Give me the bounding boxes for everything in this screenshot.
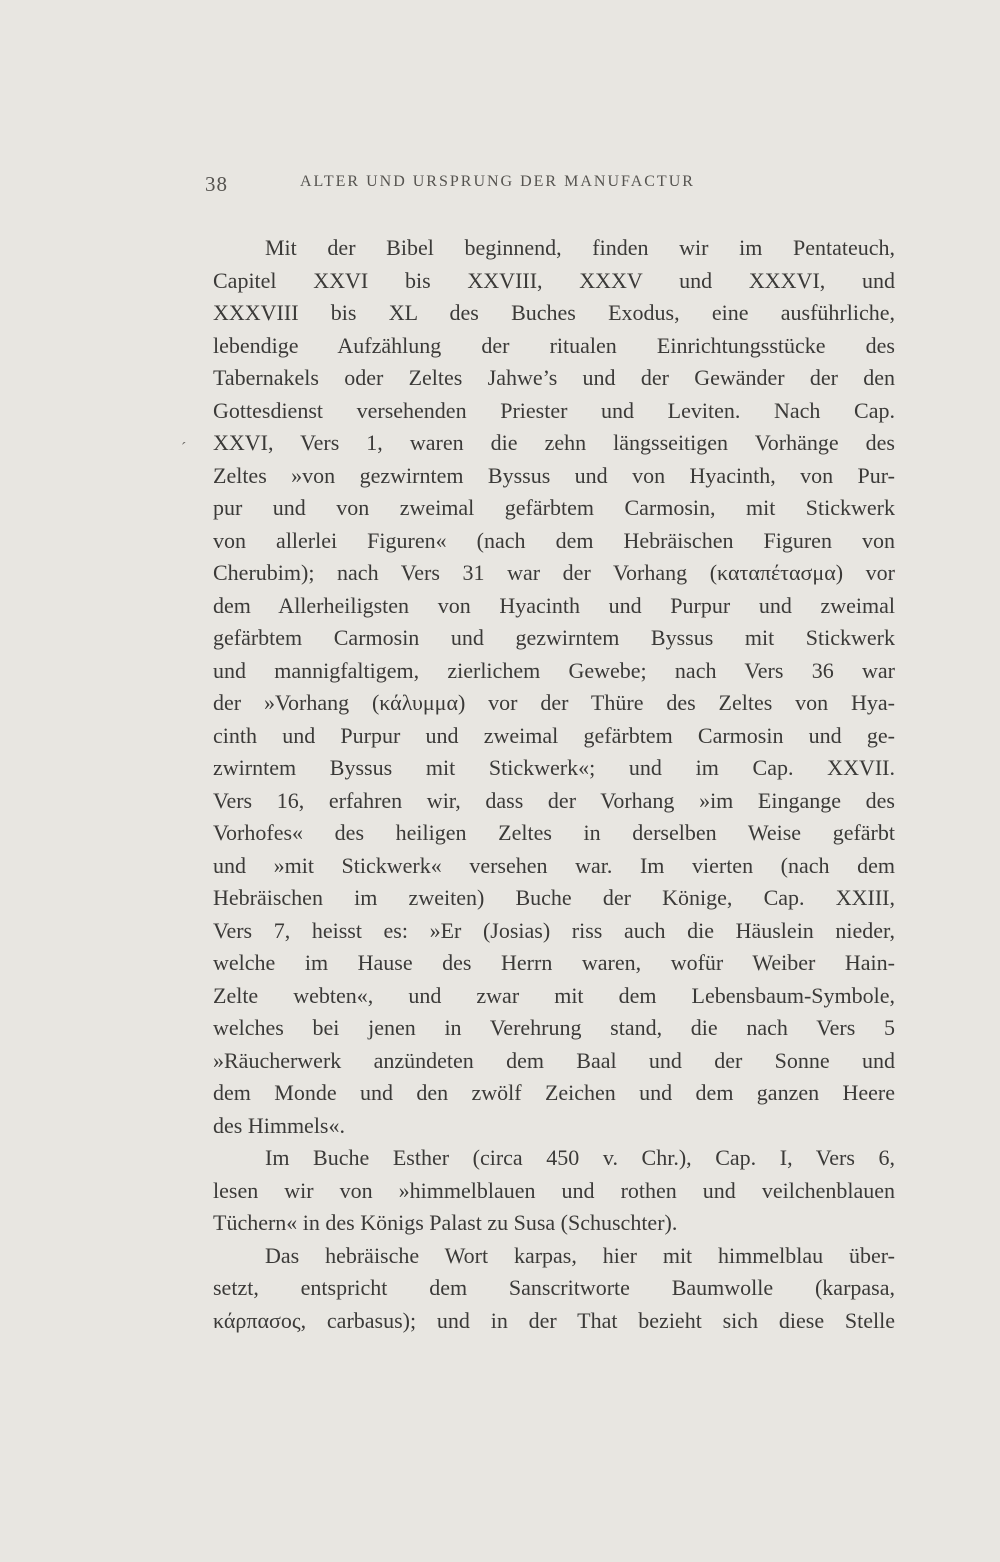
text-line: und mannigfaltigem, zierlichem Gewebe; nach Vers 36 war xyxy=(213,657,895,683)
text-line: Im Buche Esther (circa 450 v. Chr.), Cap. I, Vers 6, xyxy=(265,1145,895,1170)
text-line: »Räucherwerk anzündeten dem Baal und der Sonne und xyxy=(213,1047,895,1073)
text-line: Mit der Bibel beginnend, finden wir im Pentateuch, xyxy=(265,235,895,260)
text-line: Zelte webten«, und zwar mit dem Lebensbaum-Symbole, xyxy=(213,982,895,1008)
text-line: Vorhofes« des heiligen Zeltes in derselben Weise gefärbt xyxy=(213,820,895,845)
margin-mark: ˊ xyxy=(181,440,187,457)
text-line: lesen wir von »himmelblauen und rothen und veilchenblauen xyxy=(213,1177,895,1203)
text-line: dem Allerheiligsten von Hyacinth und Purpur und zweimal xyxy=(213,592,895,618)
text-line: Tüchern« in des Königs Palast zu Susa (Schuschter). xyxy=(213,1210,678,1235)
text-line: dem Monde und den zwölf Zeichen und dem ganzen Heere xyxy=(213,1080,895,1105)
text-line: Cherubim); nach Vers 31 war der Vorhang (καταπέτασμα) vor xyxy=(213,560,895,585)
text-line: κάρπασος, carbasus); und in der That bezieht sich diese Stelle xyxy=(213,1307,895,1333)
text-line: Hebräischen im zweiten) Buche der Könige, Cap. XXIII, xyxy=(213,885,895,910)
text-line: lebendige Aufzählung der ritualen Einrichtungsstücke des xyxy=(213,332,895,358)
text-line: zwirntem Byssus mit Stickwerk«; und im Cap. XXVII. xyxy=(213,755,895,780)
body-text xyxy=(213,232,895,1337)
text-line: Capitel XXVI bis XXVIII, XXXV und XXXVI, und xyxy=(213,267,895,293)
text-line: welche im Hause des Herrn waren, wofür Weiber Hain- xyxy=(213,950,895,975)
text-line: Tabernakels oder Zeltes Jahwe’s und der Gewänder der den xyxy=(213,365,895,390)
page-number: 38 xyxy=(205,172,228,196)
text-line: Zeltes »von gezwirntem Byssus und von Hyacinth, von Pur- xyxy=(213,462,895,488)
text-line: von allerlei Figuren« (nach dem Hebräischen Figuren von xyxy=(213,527,895,553)
text-line: der »Vorhang (κάλυμμα) vor der Thüre des Zeltes von Hya- xyxy=(213,690,895,715)
text-line: XXXVIII bis XL des Buches Exodus, eine ausführliche, xyxy=(213,300,895,325)
page-header xyxy=(205,172,805,202)
text-line: setzt, entspricht dem Sanscritworte Baumwolle (karpasa, xyxy=(213,1275,895,1300)
text-line: und »mit Stickwerk« versehen war. Im vierten (nach dem xyxy=(213,852,895,878)
text-line: welches bei jenen in Verehrung stand, die nach Vers 5 xyxy=(213,1015,895,1040)
text-line: des Himmels«. xyxy=(213,1112,345,1138)
text-line: pur und von zweimal gefärbtem Carmosin, mit Stickwerk xyxy=(213,495,895,520)
text-line: Vers 16, erfahren wir, dass der Vorhang »im Eingange des xyxy=(213,787,895,813)
running-title: ALTER UND URSPRUNG DER MANUFACTUR xyxy=(300,173,695,190)
text-line: gefärbtem Carmosin und gezwirntem Byssus mit Stickwerk xyxy=(213,625,895,650)
text-line: Vers 7, heisst es: »Er (Josias) riss auch die Häuslein nieder, xyxy=(213,917,895,943)
text-line: cinth und Purpur und zweimal gefärbtem Carmosin und ge- xyxy=(213,722,895,748)
text-line: XXVI, Vers 1, waren die zehn längsseitigen Vorhänge des xyxy=(213,430,895,455)
text-line: Gottesdienst versehenden Priester und Leviten. Nach Cap. xyxy=(213,397,895,423)
text-line: Das hebräische Wort karpas, hier mit himmelblau über- xyxy=(265,1242,895,1268)
